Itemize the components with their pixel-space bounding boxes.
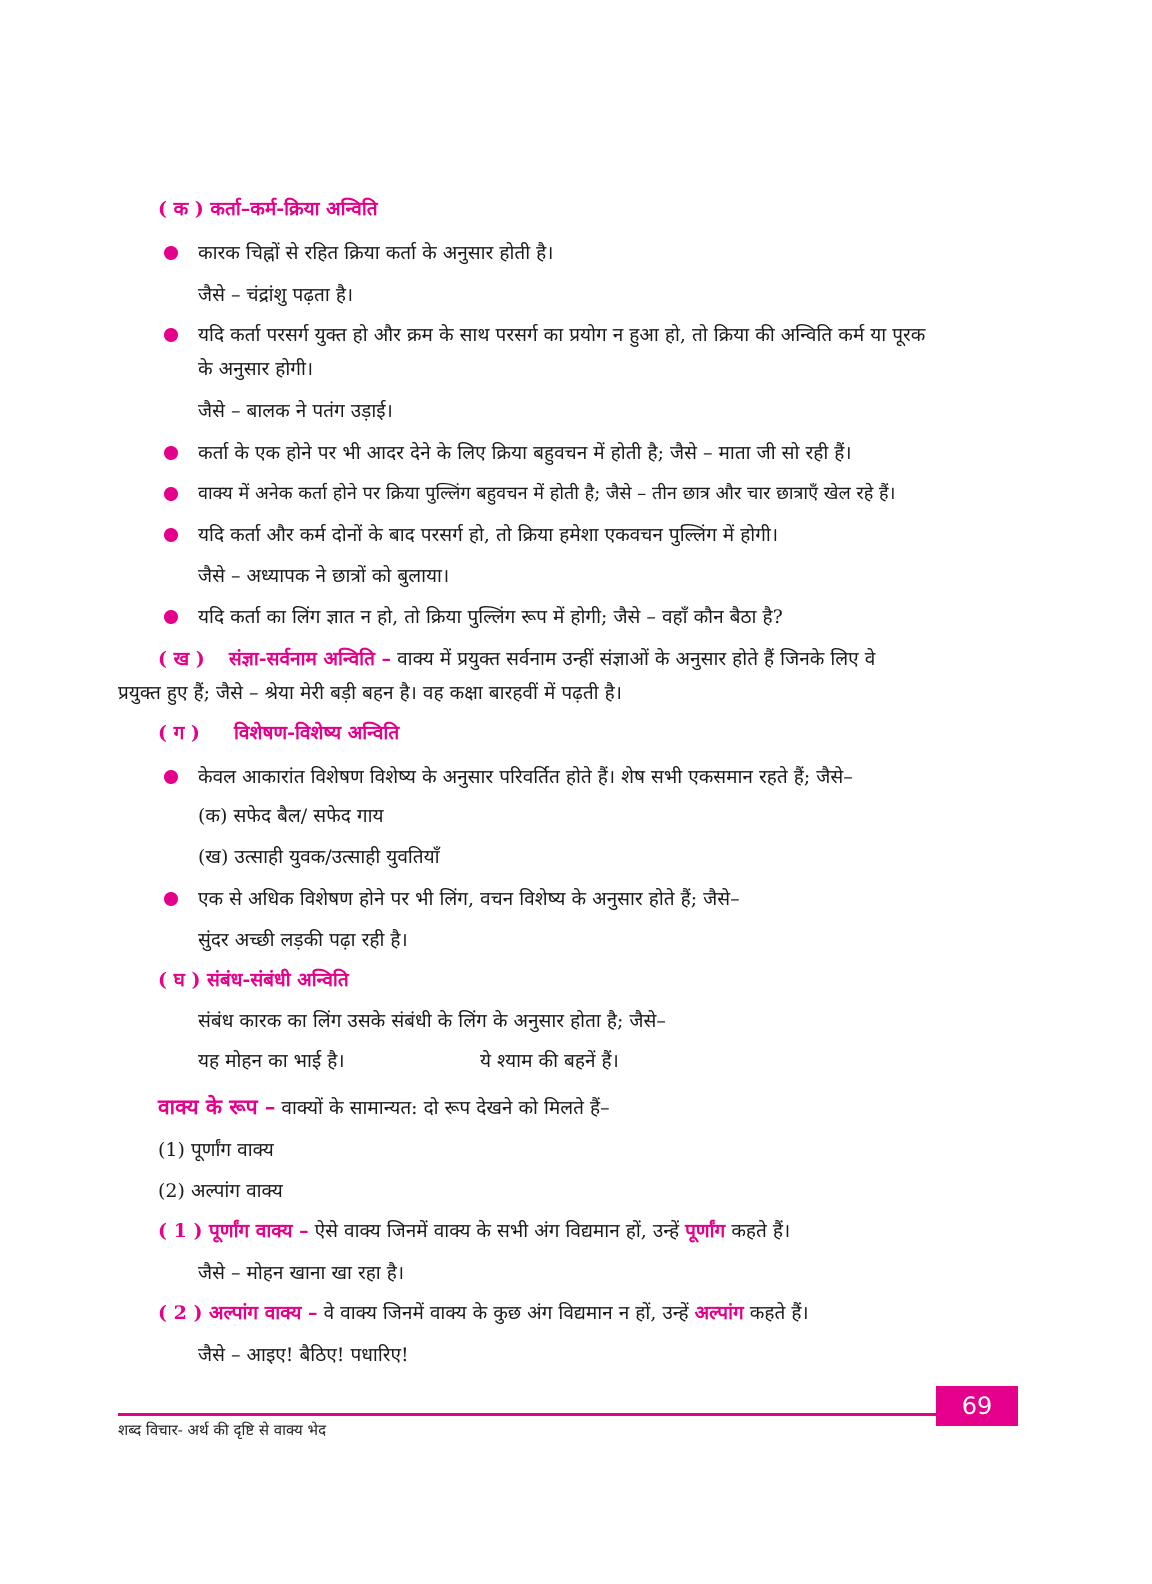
example-text: जैसे – मोहन खाना खा रहा है।: [198, 1262, 405, 1284]
alpang-definition: [158, 1300, 809, 1326]
example-text: जैसे – चंद्रांशु पढ़ता है।: [198, 284, 354, 306]
rule-text: कर्ता के एक होने पर भी आदर देने के लिए क्रिया बहुवचन में होती है; जैसे – माता जी सो रही हैं।: [198, 442, 852, 464]
purnang-title: ( 1 ) पूर्णांग वाक्य –: [158, 1220, 309, 1242]
section-label-kha: ( ख ): [158, 648, 205, 670]
alpang-title: ( 2 ) अल्पांग वाक्य –: [158, 1302, 318, 1324]
rule-text: यदि कर्ता और कर्म दोनों के बाद परसर्ग हो, तो क्रिया हमेशा एकवचन पुल्लिंग में होगी।: [198, 524, 779, 546]
purnang-term: पूर्णांग: [685, 1220, 726, 1242]
example-text: (ख) उत्साही युवक/उत्साही युवतियाँ: [198, 846, 440, 868]
forms-intro-text: वाक्यों के सामान्यत: दो रूप देखने को मिलते हैं–: [281, 1097, 610, 1119]
bullet-icon: [164, 446, 178, 460]
purnang-text-end: कहते हैं।: [731, 1220, 791, 1242]
section-title-kha: संज्ञा-सर्वनाम अन्विति –: [228, 648, 392, 670]
forms-title: वाक्य के रूप –: [158, 1094, 276, 1119]
alpang-text-end: कहते हैं।: [749, 1302, 809, 1324]
bullet-icon: [164, 246, 178, 260]
example-text: जैसे – बालक ने पतंग उड़ाई।: [198, 400, 393, 422]
forms-list-item: (1) पूर्णांग वाक्य: [158, 1139, 274, 1161]
rule-text: यदि कर्ता परसर्ग युक्त हो और क्रम के साथ परसर्ग का प्रयोग न हुआ हो, तो क्रिया की अन्विति कर्म या पूरक: [198, 324, 926, 346]
forms-intro: [158, 1094, 610, 1121]
footer-divider: [118, 1413, 1018, 1416]
purnang-definition: [158, 1218, 790, 1244]
section-label-ga: ( ग ): [158, 722, 200, 744]
rule-text: केवल आकारांत विशेषण विशेष्य के अनुसार परिवर्तित होते हैं। शेष सभी एकसमान रहते हैं; जैसे–: [198, 766, 853, 788]
bullet-icon: [164, 610, 178, 624]
section-text-kha: वाक्य में प्रयुक्त सर्वनाम उन्हीं संज्ञाओं के अनुसार होते हैं जिनके लिए वे: [397, 648, 876, 670]
footer-chapter-title: शब्द विचार- अर्थ की दृष्टि से वाक्य भेद: [118, 1421, 327, 1439]
section-heading-gha: ( घ ) संबंध-संबंधी अन्विति: [158, 969, 349, 991]
section-kha-line1: [158, 646, 875, 672]
example-text: जैसे – अध्यापक ने छात्रों को बुलाया।: [198, 565, 450, 587]
example-text: (क) सफेद बैल/ सफेद गाय: [198, 805, 384, 827]
rule-text: कारक चिह्नों से रहित क्रिया कर्ता के अनुसार होती है।: [198, 242, 554, 264]
example-text: सुंदर अच्छी लड़की पढ़ा रही है।: [198, 929, 408, 951]
rule-text: संबंध कारक का लिंग उसके संबंधी के लिंग के अनुसार होता है; जैसे–: [198, 1010, 666, 1032]
example-text: ये श्याम की बहनें हैं।: [480, 1050, 619, 1072]
example-text: यह मोहन का भाई है।: [198, 1050, 345, 1072]
rule-text: यदि कर्ता का लिंग ज्ञात न हो, तो क्रिया पुल्लिंग रूप में होगी; जैसे – वहाँ कौन बैठा है?: [198, 606, 783, 628]
bullet-icon: [164, 487, 178, 501]
rule-text: वाक्य में अनेक कर्ता होने पर क्रिया पुल्लिंग बहुवचन में होती है; जैसे – तीन छात्र और चार छात्राएँ खेल रहे हैं।: [198, 483, 896, 504]
bullet-icon: [164, 328, 178, 342]
bullet-icon: [164, 892, 178, 906]
bullet-icon: [164, 770, 178, 784]
page-number: 69: [936, 1386, 1018, 1426]
rule-text-continued: के अनुसार होगी।: [198, 358, 314, 380]
example-text: जैसे – आइए! बैठिए! पधारिए!: [198, 1344, 409, 1366]
forms-list-item: (2) अल्पांग वाक्य: [158, 1180, 283, 1202]
bullet-icon: [164, 528, 178, 542]
alpang-text: वे वाक्य जिनमें वाक्य के कुछ अंग विद्यमान न हों, उन्हें: [323, 1302, 689, 1324]
alpang-term: अल्पांग: [694, 1302, 744, 1324]
section-heading-ka: ( क ) कर्ता–कर्म-क्रिया अन्विति: [158, 198, 378, 220]
section-text-kha-continued: प्रयुक्त हुए हैं; जैसे – श्रेया मेरी बड़ी बहन है। वह कक्षा बारहवीं में पढ़ती है।: [118, 682, 622, 704]
purnang-text: ऐसे वाक्य जिनमें वाक्य के सभी अंग विद्यमान हों, उन्हें: [314, 1220, 680, 1242]
section-title-ga: विशेषण-विशेष्य अन्विति: [233, 722, 400, 744]
rule-text: एक से अधिक विशेषण होने पर भी लिंग, वचन विशेष्य के अनुसार होते हैं; जैसे–: [198, 888, 740, 910]
section-ga-heading: [158, 720, 399, 746]
